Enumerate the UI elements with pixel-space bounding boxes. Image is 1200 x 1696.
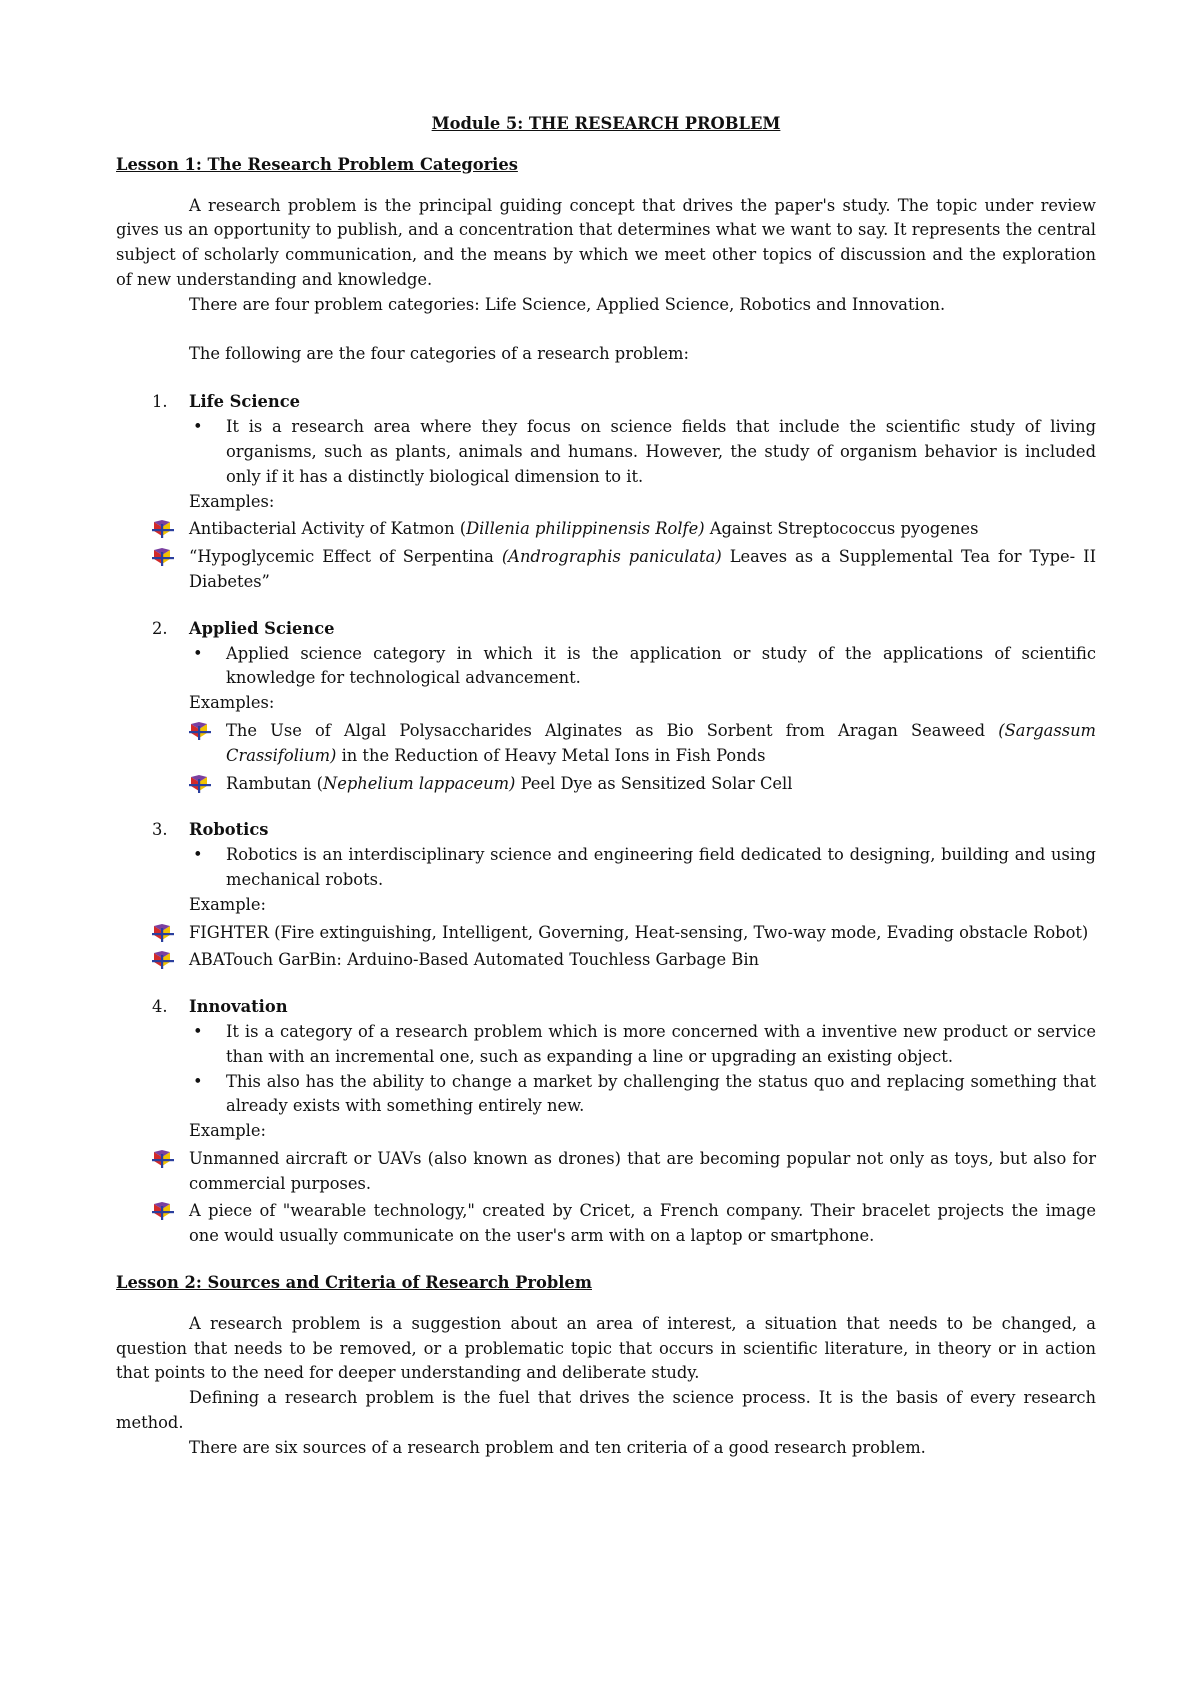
examples-label: Examples: xyxy=(189,491,275,511)
example-text-end: in the Reduction of Heavy Metal Ions in Fish Ponds xyxy=(336,745,766,765)
lesson2-paragraph-1: A research problem is a suggestion about an area of interest, a situation that needs to be changed, a question that needs to be removed, or a problematic topic that occurs in scientific literature, in theory or in action that points to the need for deeper understanding and deliberate study. xyxy=(116,1313,1096,1383)
example-text: Antibacterial Activity of Katmon ( xyxy=(189,519,467,539)
category-bullet xyxy=(189,642,1096,692)
example-text: FIGHTER (Fire extinguishing, Intelligent, Governing, Heat-sensing, Two-way mode, Evading obstacle Robot) xyxy=(189,922,1089,942)
spacer xyxy=(116,366,1096,390)
bullet-text: It is a research area where they focus on science fields that include the scientific study of living organisms, such as plants, animals and humans. However, the study of organism behavior is included only if it has a distinctly biological dimension to it. xyxy=(226,417,1096,486)
clipart-bullet-icon xyxy=(189,722,211,740)
module-title: Module 5: THE RESEARCH PROBLEM xyxy=(431,114,781,133)
example-scientific-name: (Sargassum Crassifolium) xyxy=(226,720,1096,765)
example-text-end: Peel Dye as Sensitized Solar Cell xyxy=(515,773,793,793)
examples-label: Example: xyxy=(189,894,266,914)
lesson2-paragraph-2: Defining a research problem is the fuel that drives the science process. It is the basis of every research method. xyxy=(116,1388,1096,1433)
lesson2-heading: Lesson 2: Sources and Criteria of Research Problem xyxy=(116,1273,592,1293)
example-text: “Hypoglycemic Effect of Serpentina xyxy=(189,547,502,567)
category-2 xyxy=(116,617,1096,691)
category-bullet xyxy=(189,1070,1096,1120)
clipart-bullet-icon xyxy=(152,1150,174,1168)
lesson1-summary: There are four problem categories: Life Science, Applied Science, Robotics and Innovation. xyxy=(189,294,946,314)
example-item xyxy=(116,719,1096,769)
examples-label: Example: xyxy=(189,1121,266,1141)
category-title: Life Science xyxy=(189,392,300,412)
examples-label: Examples: xyxy=(189,693,275,713)
clipart-bullet-icon xyxy=(152,548,174,566)
lesson1-intro: A research problem is the principal guiding concept that drives the paper's study. The topic under review gives us an opportunity to publish, and a concentration that determines what we want to say. It represents the central subject of scholarly communication, and the means by which we meet other topics of discussion and the exploration of new understanding and knowledge. xyxy=(116,195,1096,289)
bullet-text: This also has the ability to change a market by challenging the status quo and replacing something that already exists with something entirely new. xyxy=(226,1071,1096,1116)
example-text: ABATouch GarBin: Arduino-Based Automated Touchless Garbage Bin xyxy=(189,950,760,970)
clipart-bullet-icon xyxy=(152,924,174,942)
bullet-icon: • xyxy=(193,1021,203,1041)
category-bullet xyxy=(189,415,1096,489)
lesson2-paragraph-3: There are six sources of a research problem and ten criteria of a good research problem. xyxy=(189,1437,926,1457)
example-item xyxy=(116,948,1096,973)
category-number: 2. xyxy=(152,618,168,638)
clipart-bullet-icon xyxy=(189,775,211,793)
bullet-icon: • xyxy=(193,845,203,865)
example-item xyxy=(116,772,1096,797)
example-text-end: Against Streptococcus pyogenes xyxy=(704,519,979,539)
bullet-icon: • xyxy=(193,643,203,663)
category-number: 3. xyxy=(152,820,168,840)
clipart-bullet-icon xyxy=(152,951,174,969)
category-1 xyxy=(116,390,1096,489)
example-scientific-name: Nephelium lappaceum) xyxy=(322,773,516,793)
lesson1-lead: The following are the four categories of a research problem: xyxy=(189,343,689,363)
category-list xyxy=(116,390,1096,1249)
bullet-text: Applied science category in which it is the application or study of the applications of scientific knowledge for technological advancement. xyxy=(226,643,1096,688)
example-text: The Use of Algal Polysaccharides Alginates as Bio Sorbent from Aragan Seaweed xyxy=(226,720,999,740)
category-title: Innovation xyxy=(189,997,288,1017)
example-item xyxy=(116,1199,1096,1249)
example-text-end: Leaves as a Supplemental Tea for Type- II Diabetes” xyxy=(189,547,1097,591)
bullet-text: It is a category of a research problem which is more concerned with a inventive new product or service than with an incremental one, such as expanding a line or upgrading an existing object. xyxy=(226,1021,1096,1066)
category-3 xyxy=(116,818,1096,892)
example-item xyxy=(116,545,1096,595)
category-title: Robotics xyxy=(189,820,269,840)
clipart-bullet-icon xyxy=(152,1202,174,1220)
example-item xyxy=(116,1147,1096,1197)
category-number: 1. xyxy=(152,392,168,412)
category-title: Applied Science xyxy=(189,618,335,638)
category-number: 4. xyxy=(152,997,168,1017)
spacer xyxy=(116,318,1096,342)
bullet-icon: • xyxy=(193,417,203,437)
category-bullet xyxy=(189,843,1096,893)
bullet-text: Robotics is an interdisciplinary science and engineering field dedicated to designing, building and using mechanical robots. xyxy=(226,845,1096,889)
document-page xyxy=(116,112,1096,1461)
category-bullet xyxy=(189,1020,1096,1070)
bullet-icon: • xyxy=(193,1071,203,1091)
lesson1-heading: Lesson 1: The Research Problem Categories xyxy=(116,154,518,174)
category-4 xyxy=(116,995,1096,1119)
example-item xyxy=(116,517,1096,542)
clipart-bullet-icon xyxy=(152,520,174,538)
example-item xyxy=(116,921,1096,946)
example-scientific-name: (Andrographis paniculata) xyxy=(501,547,722,567)
example-text: Unmanned aircraft or UAVs (also known as drones) that are becoming popular not only as toys, but also for commercial purposes. xyxy=(189,1148,1096,1193)
example-text: A piece of "wearable technology," created by Cricet, a French company. Their bracelet projects the image one would usually communicate on the user's arm with on a laptop or smartphone. xyxy=(189,1201,1096,1246)
example-text: Rambutan ( xyxy=(226,773,323,793)
example-scientific-name: Dillenia philippinensis Rolfe) xyxy=(466,519,705,539)
